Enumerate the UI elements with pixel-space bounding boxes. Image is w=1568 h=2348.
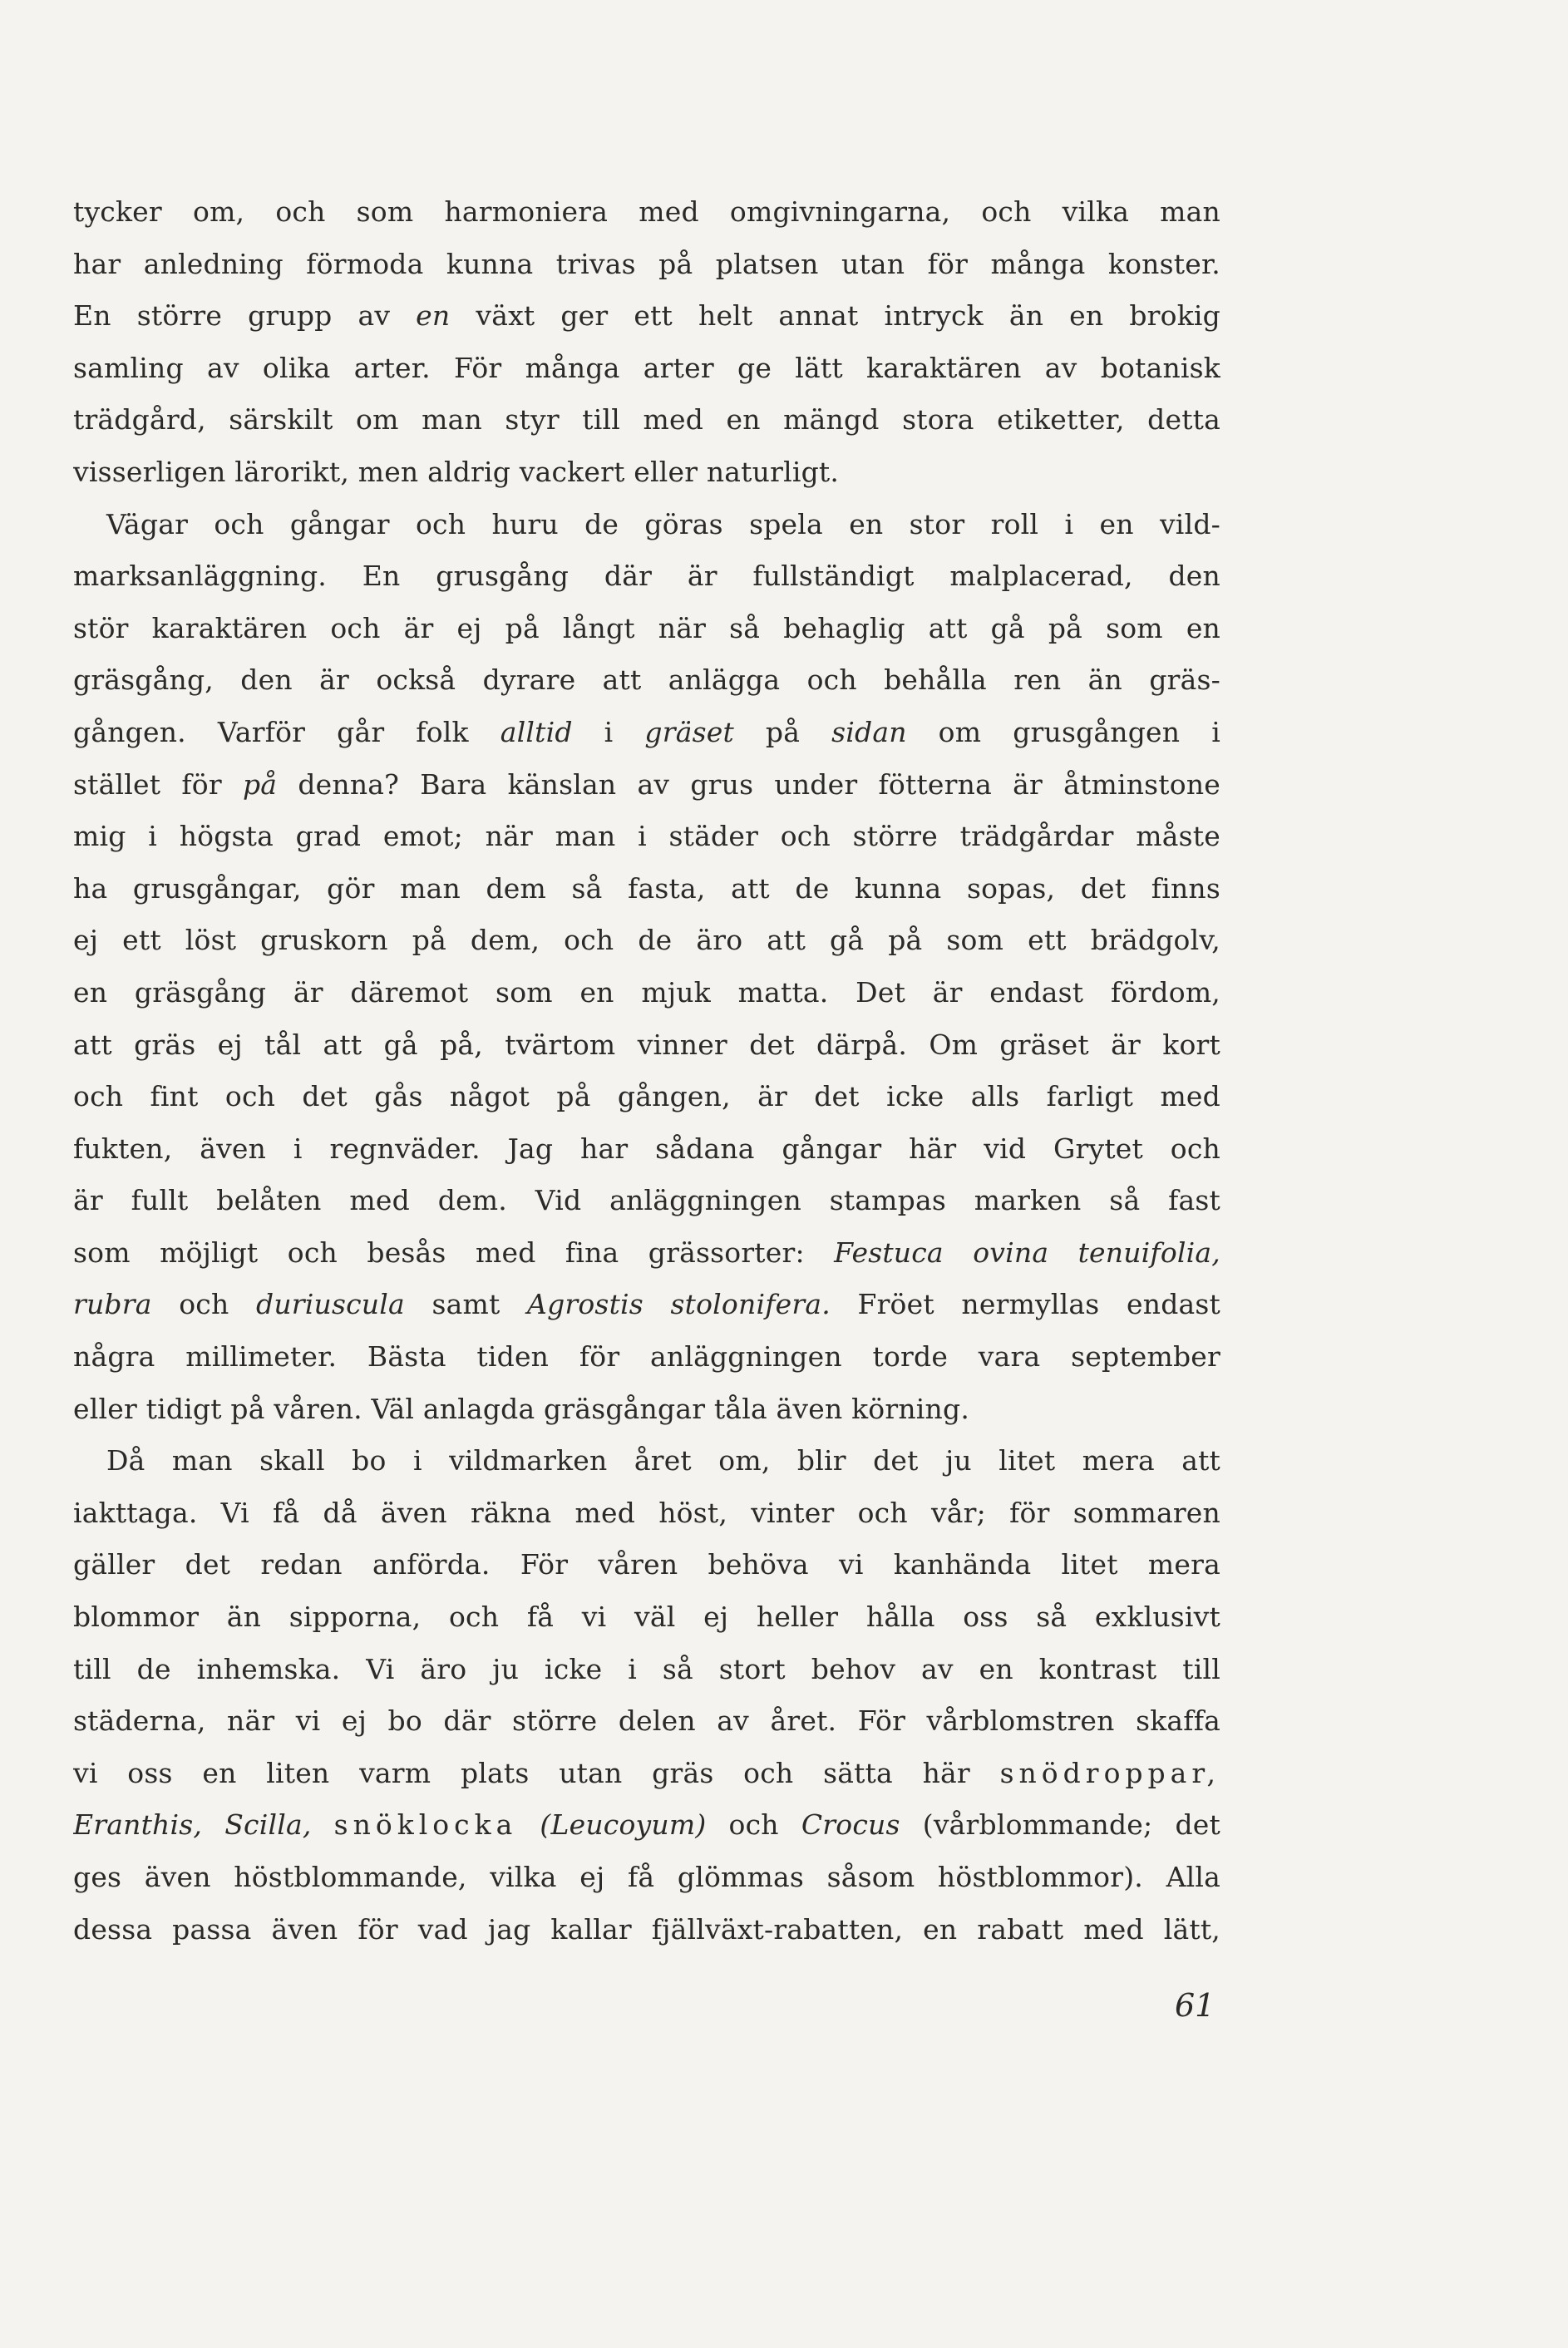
text-segment: fukten, även i regnväder. Jag har sådana gångar här vid Grytet och: [73, 1132, 1220, 1165]
text-segment: Agrostis stolonifera.: [527, 1288, 831, 1321]
text-line: [73, 811, 1220, 863]
text-segment: alltid: [500, 715, 573, 748]
text-line: [73, 1904, 1220, 1956]
text-segment: stället för: [73, 767, 243, 801]
text-segment: i: [572, 715, 645, 748]
text-segment: om grusgången i: [906, 715, 1220, 748]
text-line: [73, 654, 1220, 707]
text-line: [73, 1748, 1220, 1800]
text-segment: några millimeter. Bästa tiden för anläggningen torde vara september: [73, 1340, 1220, 1374]
text-segment: på: [733, 715, 832, 748]
text-segment: Crocus: [801, 1808, 900, 1842]
text-segment: ej ett löst gruskorn på dem, och de äro att gå på som ett brädgolv,: [73, 924, 1220, 957]
text-line: [73, 1279, 1220, 1331]
text-segment: En större grupp av: [73, 299, 417, 333]
text-segment: dessa passa även för vad jag kallar fjällväxt-rabatten, en rabatt med lätt,: [73, 1912, 1220, 1946]
text-segment: eller tidigt på våren. Väl anlagda gräsgångar tåla även körning.: [73, 1392, 970, 1425]
text-segment: städerna, när vi ej bo där större delen av året. För vårblomstren skaffa: [73, 1704, 1220, 1738]
text-line: [73, 343, 1220, 395]
text-line: [73, 1852, 1220, 1904]
text-segment: tycker om, och som harmoniera med omgivningarna, och vilka man: [73, 195, 1220, 228]
text-line: [73, 446, 1220, 499]
text-segment: vi oss en liten varm plats utan gräs och sätta här: [73, 1756, 1000, 1789]
text-segment: snöklocka: [333, 1808, 518, 1842]
text-line: [73, 1331, 1220, 1384]
text-segment: att gräs ej tål att gå på, tvärtom vinner det därpå. Om gräset är kort: [73, 1028, 1220, 1061]
text-segment: Fröet nermyllas endast: [830, 1288, 1220, 1321]
text-line: [73, 1799, 1220, 1852]
text-line: [73, 1591, 1220, 1644]
text-line: [73, 1644, 1220, 1696]
text-line: [73, 1071, 1220, 1123]
text-segment: (vårblommande; det: [900, 1808, 1220, 1842]
text-line: [73, 239, 1220, 291]
text-segment: samt: [404, 1288, 528, 1321]
text-line: [73, 394, 1220, 446]
text-line: [73, 1123, 1220, 1176]
text-segment: marksanläggning. En grusgång där är fullständigt malplacerad, den: [73, 560, 1220, 593]
text-segment: till de inhemska. Vi äro ju icke i så stort behov av en kontrast till: [73, 1652, 1220, 1685]
text-line: [73, 915, 1220, 967]
text-segment: och fint och det gås något på gången, är det icke alls farligt med: [73, 1080, 1220, 1113]
text-segment: Festuca ovina tenuifolia,: [834, 1236, 1220, 1269]
text-line: [73, 290, 1220, 343]
text-segment: och: [706, 1808, 801, 1842]
text-segment: [517, 1808, 540, 1841]
text-line: [73, 1695, 1220, 1748]
text-line: [73, 1175, 1220, 1227]
text-line: [73, 1384, 1220, 1436]
text-segment: duriuscula: [256, 1288, 405, 1321]
text-line: [73, 186, 1220, 239]
body-text: [73, 186, 1220, 1956]
text-segment: växt ger ett helt annat intryck än en brokig: [450, 299, 1220, 333]
text-segment: en: [416, 299, 451, 333]
page-number: 61: [1175, 1987, 1215, 2024]
text-segment: Vägar och gångar och huru de göras spela en stor roll i en vild-: [106, 507, 1220, 540]
text-segment: denna? Bara känslan av grus under fötterna är åtminstone: [277, 767, 1220, 801]
text-segment: (Leucoyum): [540, 1808, 707, 1842]
text-segment: ha grusgångar, gör man dem så fasta, att de kunna sopas, det finns: [73, 871, 1220, 905]
text-segment: sidan: [831, 715, 907, 748]
text-segment: på: [242, 767, 278, 801]
text-line: [73, 1435, 1220, 1487]
text-line: [73, 603, 1220, 655]
text-line: [73, 1227, 1220, 1280]
text-segment: Eranthis, Scilla,: [73, 1808, 312, 1842]
text-segment: ges även höstblommande, vilka ej få glömmas såsom höstblommor). Alla: [73, 1861, 1220, 1893]
text-segment: iakttaga. Vi få då även räkna med höst, vinter och vår; för sommaren: [73, 1496, 1220, 1529]
text-segment: som möjligt och besås med fina grässorter:: [73, 1236, 835, 1269]
text-line: [73, 1019, 1220, 1072]
text-segment: och: [151, 1288, 257, 1321]
text-segment: [312, 1808, 334, 1841]
text-segment: gräsgång, den är också dyrare att anlägga och behålla ren än gräs-: [73, 663, 1220, 697]
text-segment: gäller det redan anförda. För våren behöva vi kanhända litet mera: [73, 1548, 1220, 1581]
text-segment: stör karaktären och är ej på långt när så behaglig att gå på som en: [73, 611, 1220, 644]
text-segment: Då man skall bo i vildmarken året om, blir det ju litet mera att: [106, 1444, 1220, 1477]
text-line: [73, 499, 1220, 551]
text-segment: samling av olika arter. För många arter ge lätt karaktären av botanisk: [73, 351, 1220, 384]
text-segment: är fullt belåten med dem. Vid anläggningen stampas marken så fast: [73, 1184, 1220, 1217]
text-segment: snödroppar,: [999, 1756, 1220, 1789]
text-segment: har anledning förmoda kunna trivas på platsen utan för många konster.: [73, 247, 1220, 280]
text-segment: rubra: [73, 1288, 152, 1321]
text-line: [73, 967, 1220, 1019]
text-segment: blommor än sipporna, och få vi väl ej heller hålla oss så exklusivt: [73, 1601, 1220, 1634]
text-line: [73, 550, 1220, 603]
text-line: [73, 863, 1220, 915]
text-line: [73, 707, 1220, 759]
text-line: [73, 1539, 1220, 1591]
text-segment: mig i högsta grad emot; när man i städer och större trädgårdar måste: [73, 820, 1220, 853]
text-segment: en gräsgång är däremot som en mjuk matta. Det är endast fördom,: [73, 975, 1220, 1009]
text-line: [73, 759, 1220, 811]
text-segment: trädgård, särskilt om man styr till med en mängd stora etiketter, detta: [73, 403, 1220, 437]
text-segment: gången. Varför går folk: [73, 715, 500, 748]
text-line: [73, 1487, 1220, 1540]
text-segment: visserligen lärorikt, men aldrig vackert eller naturligt.: [73, 455, 840, 488]
text-segment: gräset: [644, 715, 734, 748]
